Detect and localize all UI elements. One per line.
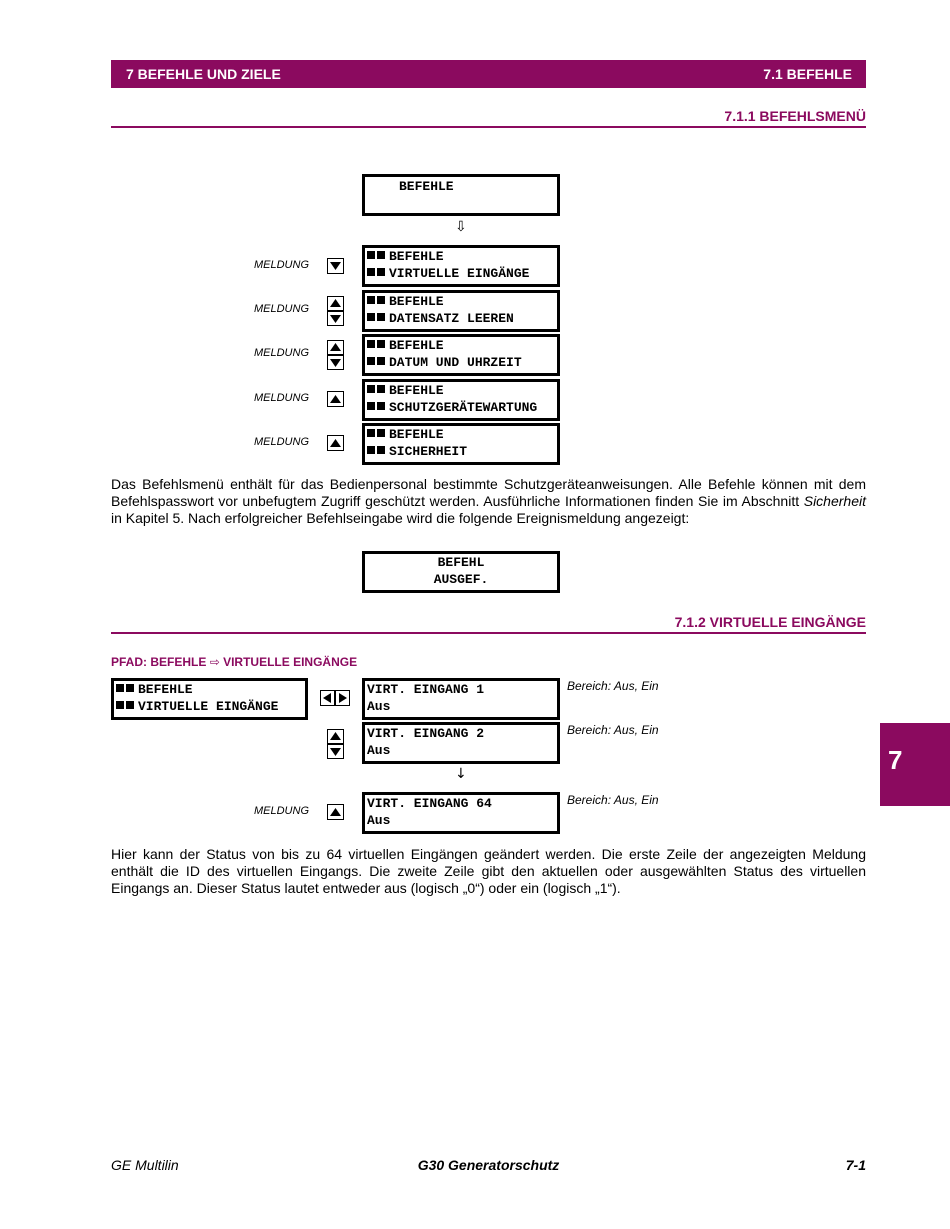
header-line1: BEFEHLE <box>138 682 193 697</box>
menu-item-sicherheit[interactable] <box>362 423 560 465</box>
up-down-keys-icon[interactable] <box>327 729 344 759</box>
menu-item-line1: BEFEHLE <box>389 427 444 442</box>
menu-item-virtuelle-eingange[interactable] <box>362 245 560 287</box>
indicator-squares-icon <box>367 426 389 443</box>
confirmation-display <box>362 551 560 593</box>
range-note: Bereich: Aus, Ein <box>567 679 659 693</box>
up-down-keys-icon[interactable] <box>327 340 344 370</box>
menu-item-line1: BEFEHLE <box>389 338 444 353</box>
virtual-input-2-display[interactable] <box>362 722 560 764</box>
menu-item-line1: BEFEHLE <box>389 249 444 264</box>
indicator-squares-icon <box>367 382 389 399</box>
menu-item-line2: DATENSATZ LEEREN <box>389 311 514 326</box>
subsection-title-befehlsmenu: 7.1.1 BEFEHLSMENÜ <box>724 108 866 124</box>
chapter-header-bar <box>111 60 866 88</box>
footer-page-number: 7-1 <box>845 1157 866 1173</box>
meldung-label: MELDUNG <box>254 347 310 359</box>
up-key-icon[interactable] <box>327 391 344 407</box>
menu-path <box>111 655 357 669</box>
indicator-squares-icon <box>367 265 389 282</box>
meldung-label: MELDUNG <box>254 303 310 315</box>
left-right-keys-icon[interactable] <box>320 690 350 706</box>
path-prefix: PFAD: BEFEHLE <box>111 655 207 669</box>
menu-item-line2: SICHERHEIT <box>389 444 468 459</box>
indicator-squares-icon <box>367 293 389 310</box>
virtual-input-value: Aus <box>367 699 391 714</box>
paragraph-befehlsmenu <box>111 476 866 527</box>
indicator-squares-icon <box>367 337 389 354</box>
section-rule <box>111 632 866 634</box>
virtual-input-value: Aus <box>367 743 391 758</box>
header-line2: VIRTUELLE EINGÄNGE <box>138 699 279 714</box>
indicator-squares-icon <box>116 698 138 715</box>
footer-company: GE Multilin <box>111 1157 179 1173</box>
indicator-squares-icon <box>116 681 138 698</box>
confirmation-line2: AUSGEF. <box>433 572 489 587</box>
paragraph-text: Das Befehlsmenü enthält für das Bedienpersonal bestimmte Schutzgeräteanweisungen. Alle Befehle können mit dem Befehlspasswort vor unbefugtem Zugriff geschützt werden. Ausführliche Informationen finden Sie im Abschnitt <box>111 476 866 509</box>
paragraph-italic-term: Sicherheit <box>803 493 866 509</box>
chapter-tab <box>880 723 950 806</box>
menu-top-label: BEFEHLE <box>399 179 454 194</box>
indicator-squares-icon <box>367 399 389 416</box>
virtual-input-name: VIRT. EINGANG 64 <box>367 796 492 811</box>
range-note: Bereich: Aus, Ein <box>567 793 659 807</box>
flow-arrow-icon: ⇩ <box>455 219 467 235</box>
virtual-input-64-display[interactable] <box>362 792 560 834</box>
indicator-squares-icon <box>367 310 389 327</box>
section-rule <box>111 126 866 128</box>
meldung-label: MELDUNG <box>254 805 310 817</box>
range-note: Bereich: Aus, Ein <box>567 723 659 737</box>
confirmation-line1: BEFEHL <box>437 555 485 570</box>
menu-item-datensatz-leeren[interactable] <box>362 290 560 332</box>
virtual-input-value: Aus <box>367 813 391 828</box>
chapter-title: 7 BEFEHLE UND ZIELE <box>126 66 281 82</box>
menu-item-line2: VIRTUELLE EINGÄNGE <box>389 266 530 281</box>
indicator-squares-icon <box>367 354 389 371</box>
paragraph-virtuelle-eingange: Hier kann der Status von bis zu 64 virtuellen Eingängen geändert werden. Die erste Zeile der angezeigten Meldung enthält die ID des virtuellen Eingangs. Die zweite Zeile gibt den aktuellen oder ausgewählten Status des virtuellen Eingangs an. Dieser Status lautet entweder aus (logisch „0“) oder ein (logisch „1“). <box>111 846 866 896</box>
continuation-arrow-icon: ↓ <box>455 766 467 782</box>
footer-product: G30 Generatorschutz <box>417 1157 560 1173</box>
meldung-label: MELDUNG <box>254 259 310 271</box>
subsection-title-virtuelle-eingange: 7.1.2 VIRTUELLE EINGÄNGE <box>674 614 866 630</box>
meldung-label: MELDUNG <box>254 436 310 448</box>
menu-item-line2: DATUM UND UHRZEIT <box>389 355 522 370</box>
virtual-input-name: VIRT. EINGANG 2 <box>367 726 485 741</box>
menu-item-schutzgeratewartung[interactable] <box>362 379 560 421</box>
path-arrow-icon: ⇨ <box>209 655 220 669</box>
down-key-icon[interactable] <box>327 258 344 274</box>
path-suffix: VIRTUELLE EINGÄNGE <box>223 655 358 669</box>
up-key-icon[interactable] <box>327 435 344 451</box>
indicator-squares-icon <box>367 248 389 265</box>
chapter-tab-number: 7 <box>888 745 903 775</box>
virtual-input-1-display[interactable] <box>362 678 560 720</box>
paragraph-text: in Kapitel 5. Nach erfolgreicher Befehlseingabe wird die folgende Ereignismeldung angezeigt: <box>111 510 690 526</box>
indicator-squares-icon <box>367 443 389 460</box>
menu-item-line1: BEFEHLE <box>389 383 444 398</box>
virtual-input-name: VIRT. EINGANG 1 <box>367 682 485 697</box>
menu-item-line1: BEFEHLE <box>389 294 444 309</box>
up-down-keys-icon[interactable] <box>327 296 344 326</box>
up-key-icon[interactable] <box>327 804 344 820</box>
meldung-label: MELDUNG <box>254 392 310 404</box>
menu-item-datum-und-uhrzeit[interactable] <box>362 334 560 376</box>
menu-item-line2: SCHUTZGERÄTEWARTUNG <box>389 400 538 415</box>
menu-top-display <box>362 174 560 216</box>
virtual-inputs-header-display[interactable] <box>111 678 308 720</box>
section-title: 7.1 BEFEHLE <box>763 66 852 82</box>
